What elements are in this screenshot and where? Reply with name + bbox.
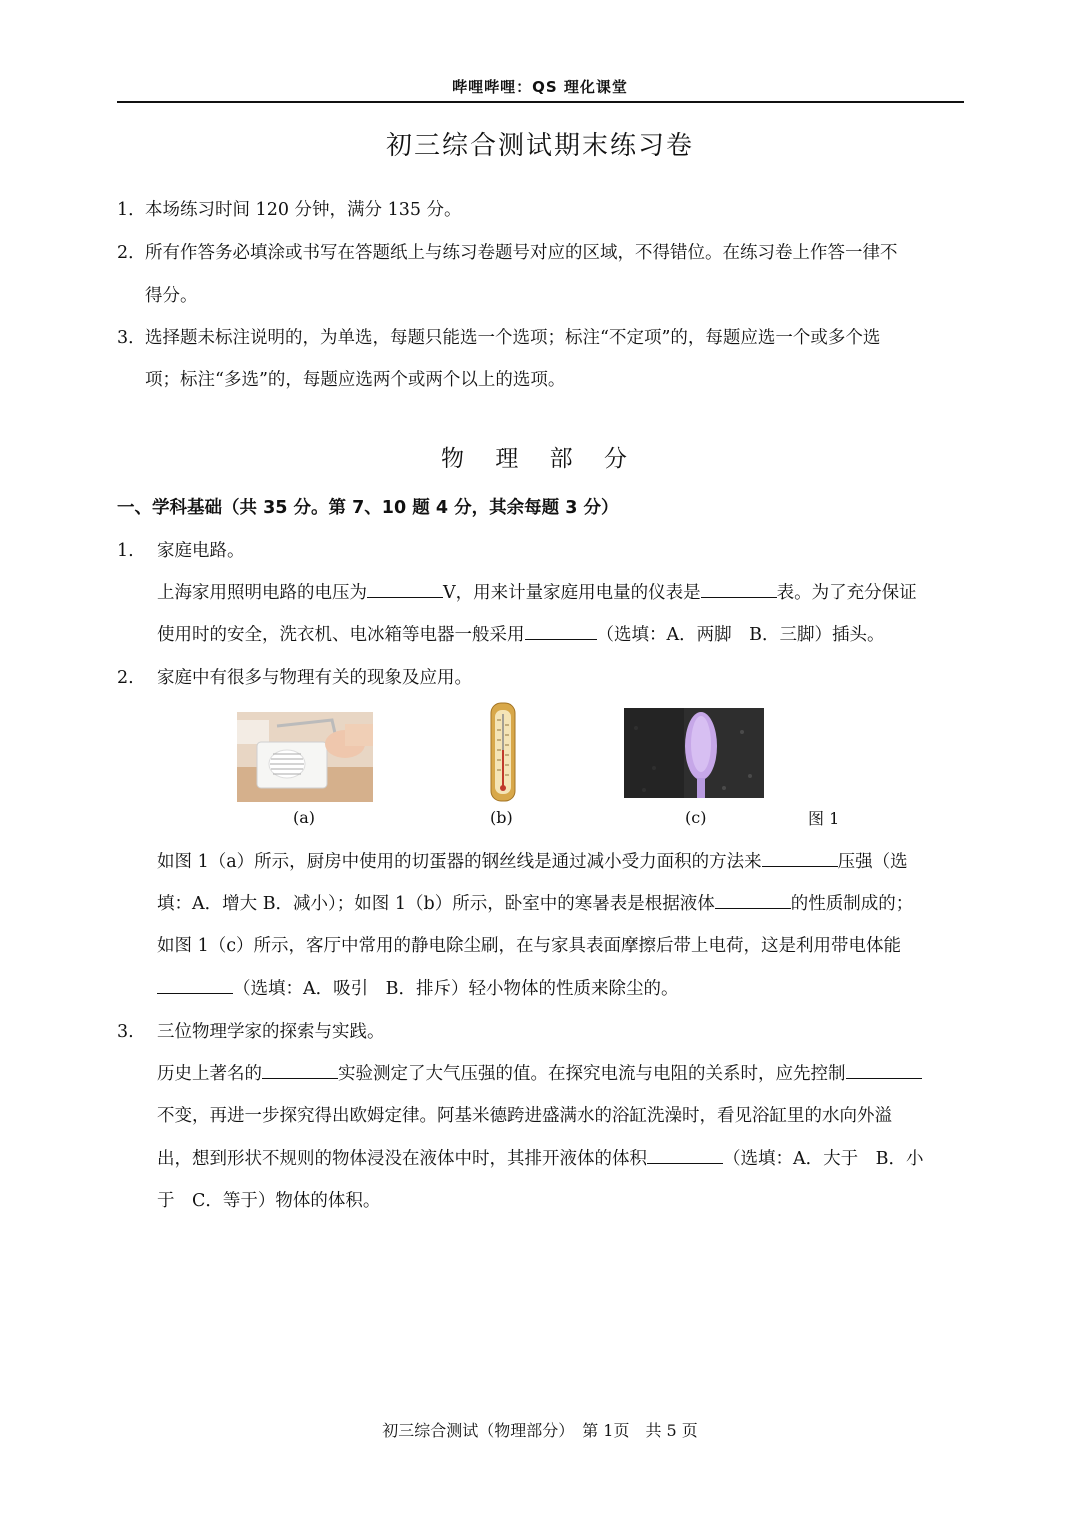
question-3-line-4: 于 C．等于）物体的体积。	[157, 1191, 381, 1211]
question-2-line-2: 填：A．增大 B．减小）；如图 1（b）所示，卧室中的寒暑表是根据液体 的性质制成的；	[157, 894, 914, 914]
part1-heading: 一、学科基础（共 35 分。第 7、10 题 4 分，其余每题 3 分）	[117, 498, 619, 518]
answer-blank[interactable]	[647, 1149, 723, 1164]
answer-blank[interactable]	[367, 583, 443, 598]
answer-blank[interactable]	[525, 625, 597, 640]
page-footer: 初三综合测试（物理部分） 第 1页 共 5 页	[382, 1421, 698, 1440]
instruction-1: 1．本场练习时间 120 分钟，满分 135 分。	[117, 200, 462, 220]
question-2-title: 2. 家庭中有很多与物理有关的现象及应用。	[117, 668, 472, 688]
figure-caption-a: (a)	[293, 808, 316, 827]
thermometer-image	[490, 702, 516, 802]
figure-caption-b: (b)	[490, 808, 513, 827]
page-header: 哔哩哔哩：QS 理化课堂	[452, 78, 628, 96]
question-3-line-2: 不变，再进一步探究得出欧姆定律。阿基米德跨进盛满水的浴缸洗澡时，看见浴缸里的水向外溢	[157, 1106, 892, 1126]
question-1-title: 1. 家庭电路。	[117, 541, 245, 561]
section-title: 物 理 部 分	[441, 446, 639, 472]
figure-caption-c: (c)	[685, 808, 707, 827]
answer-blank[interactable]	[701, 583, 777, 598]
figure-label: 图 1	[808, 809, 840, 828]
answer-blank[interactable]	[762, 852, 838, 867]
question-2-line-1: 如图 1（a）所示，厨房中使用的切蛋器的钢丝线是通过减小受力面积的方法来 压强（选	[157, 852, 908, 872]
question-1-line-2: 使用时的安全，洗衣机、电冰箱等电器一般采用 （选填：A．两脚 B．三脚）插头。	[157, 625, 885, 645]
page-title: 初三综合测试期末练习卷	[385, 131, 694, 161]
question-3-line-3: 出，想到形状不规则的物体浸没在液体中时，其排开液体的体积 （选填：A．大于 B．小	[157, 1149, 924, 1169]
answer-blank[interactable]	[715, 894, 791, 909]
question-2-line-3: 如图 1（c）所示，客厅中常用的静电除尘刷，在与家具表面摩擦后带上电荷，这是利用带电体能	[157, 936, 901, 956]
header-rule	[117, 101, 964, 103]
answer-blank[interactable]	[262, 1064, 338, 1079]
question-2-line-4: （选填：A．吸引 B．排斥）轻小物体的性质来除尘的。	[157, 975, 679, 1000]
instruction-3-cont: 项；标注“多选”的，每题应选两个或两个以上的选项。	[145, 370, 566, 390]
static-duster-image	[624, 708, 764, 798]
instruction-2-cont: 得分。	[145, 286, 198, 306]
question-3-line-1: 历史上著名的 实验测定了大气压强的值。在探究电流与电阻的关系时，应先控制	[157, 1060, 922, 1085]
instruction-2: 2．所有作答务必填涂或书写在答题纸上与练习卷题号对应的区域，不得错位。在练习卷上作答一律不	[117, 243, 898, 263]
instruction-3: 3．选择题未标注说明的，为单选，每题只能选一个选项；标注“不定项”的，每题应选一个或多个选	[117, 328, 881, 348]
answer-blank[interactable]	[157, 979, 233, 994]
egg-slicer-image	[237, 712, 373, 802]
answer-blank[interactable]	[846, 1064, 922, 1079]
question-1-line-1: 上海家用照明电路的电压为 V，用来计量家庭用电量的仪表是 表。为了充分保证	[157, 583, 917, 603]
question-3-title: 3. 三位物理学家的探索与实践。	[117, 1022, 385, 1042]
